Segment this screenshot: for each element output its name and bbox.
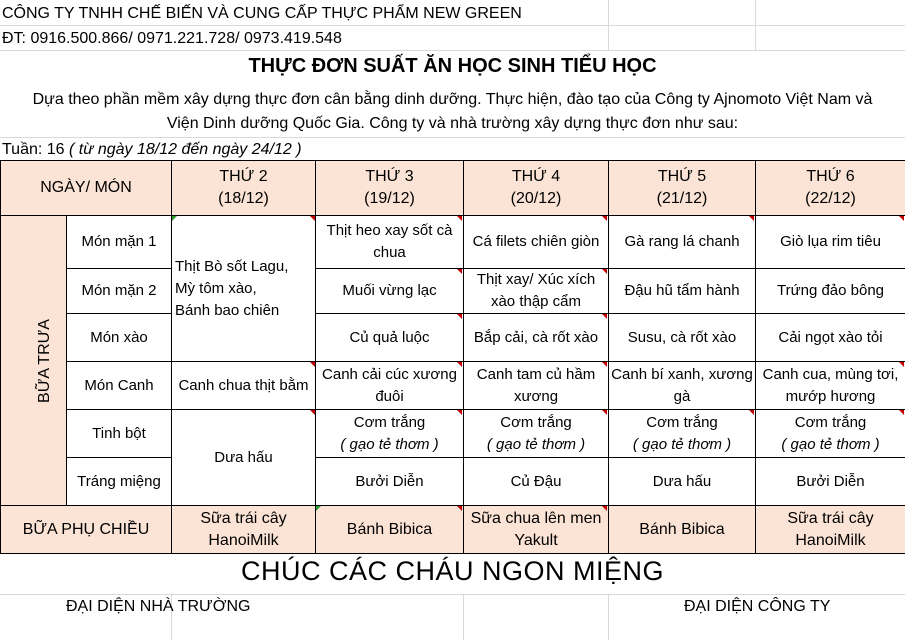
menu-cell: Dưa hấu	[609, 458, 756, 506]
corner-header: NGÀY/ MÓN	[1, 161, 172, 216]
rice-cell	[316, 410, 464, 458]
mon-main-1: Thịt Bò sốt Lagu,	[175, 257, 289, 275]
mon-main-dishes	[172, 216, 316, 362]
menu-table	[0, 160, 905, 554]
rice-label: Cơm trắng	[794, 413, 867, 431]
week-label: Tuần: 16	[2, 141, 65, 158]
row-snack	[1, 506, 905, 554]
week-range: ( từ ngày 18/12 đến ngày 24/12 )	[69, 141, 302, 158]
intro-line-2: Viện Dinh dưỡng Quốc Gia. Công ty và nhà trường xây dựng thực đơn như sau:	[166, 115, 739, 132]
row-mon-canh	[1, 362, 905, 410]
comment-indicator	[899, 216, 904, 221]
row-trang-mieng	[1, 458, 905, 506]
day-header-thu	[609, 161, 756, 216]
rice-note: ( gạo tẻ thơm )	[486, 435, 586, 453]
mon-soup: Canh chua thịt bằm	[172, 362, 316, 410]
snack-label: BỮA PHỤ CHIỀU	[1, 506, 172, 554]
menu-cell: Cá filets chiên giòn	[464, 216, 609, 269]
comment-indicator	[457, 216, 462, 221]
closing-message: CHÚC CÁC CHÁU NGON MIỆNG	[240, 556, 664, 586]
snack-cell: Sữa trái cây HanoiMilk	[172, 506, 316, 554]
day-date: (20/12)	[510, 190, 562, 207]
menu-cell: Giò lụa rim tiêu	[756, 216, 905, 269]
comment-indicator	[602, 362, 607, 367]
menu-cell: Cải ngọt xào tỏi	[756, 314, 905, 362]
rice-note: ( gạo tẻ thơm )	[632, 435, 732, 453]
comment-indicator	[749, 410, 754, 415]
day-date: (18/12)	[218, 190, 269, 207]
day-name: THỨ 4	[511, 168, 561, 185]
comment-indicator	[602, 410, 607, 415]
menu-cell: Canh cua, mùng tơi, mướp hương	[756, 362, 905, 410]
rice-label: Cơm trắng	[353, 413, 426, 431]
comment-indicator	[457, 314, 462, 319]
comment-indicator	[457, 410, 462, 415]
menu-cell: Củ quả luộc	[316, 314, 464, 362]
rice-cell	[464, 410, 609, 458]
menu-cell: Gà rang lá chanh	[609, 216, 756, 269]
dish-type: Món Canh	[67, 362, 172, 410]
intro-text	[0, 88, 905, 136]
menu-cell: Canh bí xanh, xương gà	[609, 362, 756, 410]
rice-note: ( gạo tẻ thơm )	[340, 435, 439, 453]
day-date: (22/12)	[805, 190, 856, 207]
comment-indicator	[749, 216, 754, 221]
school-representative: ĐẠI DIỆN NHÀ TRƯỜNG	[66, 598, 251, 615]
comment-indicator	[310, 410, 315, 415]
menu-cell: Trứng đảo bông	[756, 269, 905, 314]
day-name: THỨ 6	[806, 168, 855, 185]
dish-type: Món xào	[67, 314, 172, 362]
dish-type: Món mặn 1	[67, 216, 172, 269]
dish-type: Món mặn 2	[67, 269, 172, 314]
comment-indicator	[602, 216, 607, 221]
comment-indicator	[310, 362, 315, 367]
comment-indicator	[457, 362, 462, 367]
rice-note: ( gạo tẻ thơm )	[781, 435, 880, 453]
day-date: (21/12)	[656, 190, 708, 207]
day-header-fri	[756, 161, 905, 216]
week-info	[2, 141, 302, 159]
menu-cell: Bưởi Diễn	[316, 458, 464, 506]
row-mon-xao	[1, 314, 905, 362]
dish-type: Tinh bột	[67, 410, 172, 458]
row-mon-man-1	[1, 216, 905, 269]
menu-cell: Bắp cải, cà rốt xào	[464, 314, 609, 362]
day-header-tue	[316, 161, 464, 216]
menu-cell: Củ Đậu	[464, 458, 609, 506]
intro-line-1: Dựa theo phần mềm xây dựng thực đơn cân bằng dinh dưỡng. Thực hiện, đào tạo của Công ty Ajnomoto Việt Nam và	[32, 91, 873, 108]
day-header-mon	[172, 161, 316, 216]
snack-cell: Sữa trái cây HanoiMilk	[756, 506, 905, 554]
menu-cell: Susu, cà rốt xào	[609, 314, 756, 362]
day-name: THỨ 2	[219, 168, 268, 185]
comment-indicator	[899, 410, 904, 415]
menu-cell: Thịt xay/ Xúc xích xào thập cẩm	[464, 269, 609, 314]
snack-cell: Bánh Bibica	[316, 506, 464, 554]
day-name: THỨ 5	[657, 168, 707, 185]
mon-dessert-combined: Dưa hấu	[172, 410, 316, 506]
menu-cell: Canh tam củ hầm xương	[464, 362, 609, 410]
row-mon-man-2	[1, 269, 905, 314]
rice-label: Cơm trắng	[646, 413, 718, 431]
mon-main-2: Mỳ tôm xào,	[175, 279, 257, 297]
menu-cell: Canh cải cúc xương đuôi	[316, 362, 464, 410]
day-date: (19/12)	[364, 190, 415, 207]
day-header-wed	[464, 161, 609, 216]
comment-indicator	[457, 269, 462, 274]
comment-indicator	[602, 314, 607, 319]
comment-indicator	[172, 216, 177, 221]
day-name: THỨ 3	[365, 168, 414, 185]
company-phone: ĐT: 0916.500.866/ 0971.221.728/ 0973.419.548	[2, 30, 342, 47]
lunch-label-cell	[1, 216, 67, 506]
header-row	[1, 161, 905, 216]
lunch-label: BỮA TRƯA	[35, 318, 53, 403]
comment-indicator	[899, 362, 904, 367]
mon-main-3: Bánh bao chiên	[175, 301, 280, 319]
menu-cell: Bưởi Diễn	[756, 458, 905, 506]
snack-cell: Sữa chua lên men Yakult	[464, 506, 609, 554]
dish-type: Tráng miệng	[67, 458, 172, 506]
menu-cell: Đậu hũ tẩm hành	[609, 269, 756, 314]
rice-cell	[609, 410, 756, 458]
comment-indicator	[602, 506, 607, 511]
menu-cell: Thịt heo xay sốt cà chua	[316, 216, 464, 269]
comment-indicator	[310, 216, 315, 221]
comment-indicator	[602, 269, 607, 274]
menu-cell: Muối vừng lạc	[316, 269, 464, 314]
company-name: CÔNG TY TNHH CHẾ BIẾN VÀ CUNG CẤP THỰC PHẨM NEW GREEN	[2, 5, 522, 22]
company-representative: ĐẠI DIỆN CÔNG TY	[684, 598, 831, 615]
comment-indicator	[457, 506, 462, 511]
row-tinh-bot	[1, 410, 905, 458]
page-title: THỰC ĐƠN SUẤT ĂN HỌC SINH TIỂU HỌC	[248, 55, 657, 77]
rice-cell	[756, 410, 905, 458]
snack-cell: Bánh Bibica	[609, 506, 756, 554]
comment-indicator	[316, 506, 321, 511]
rice-label: Cơm trắng	[500, 413, 572, 431]
